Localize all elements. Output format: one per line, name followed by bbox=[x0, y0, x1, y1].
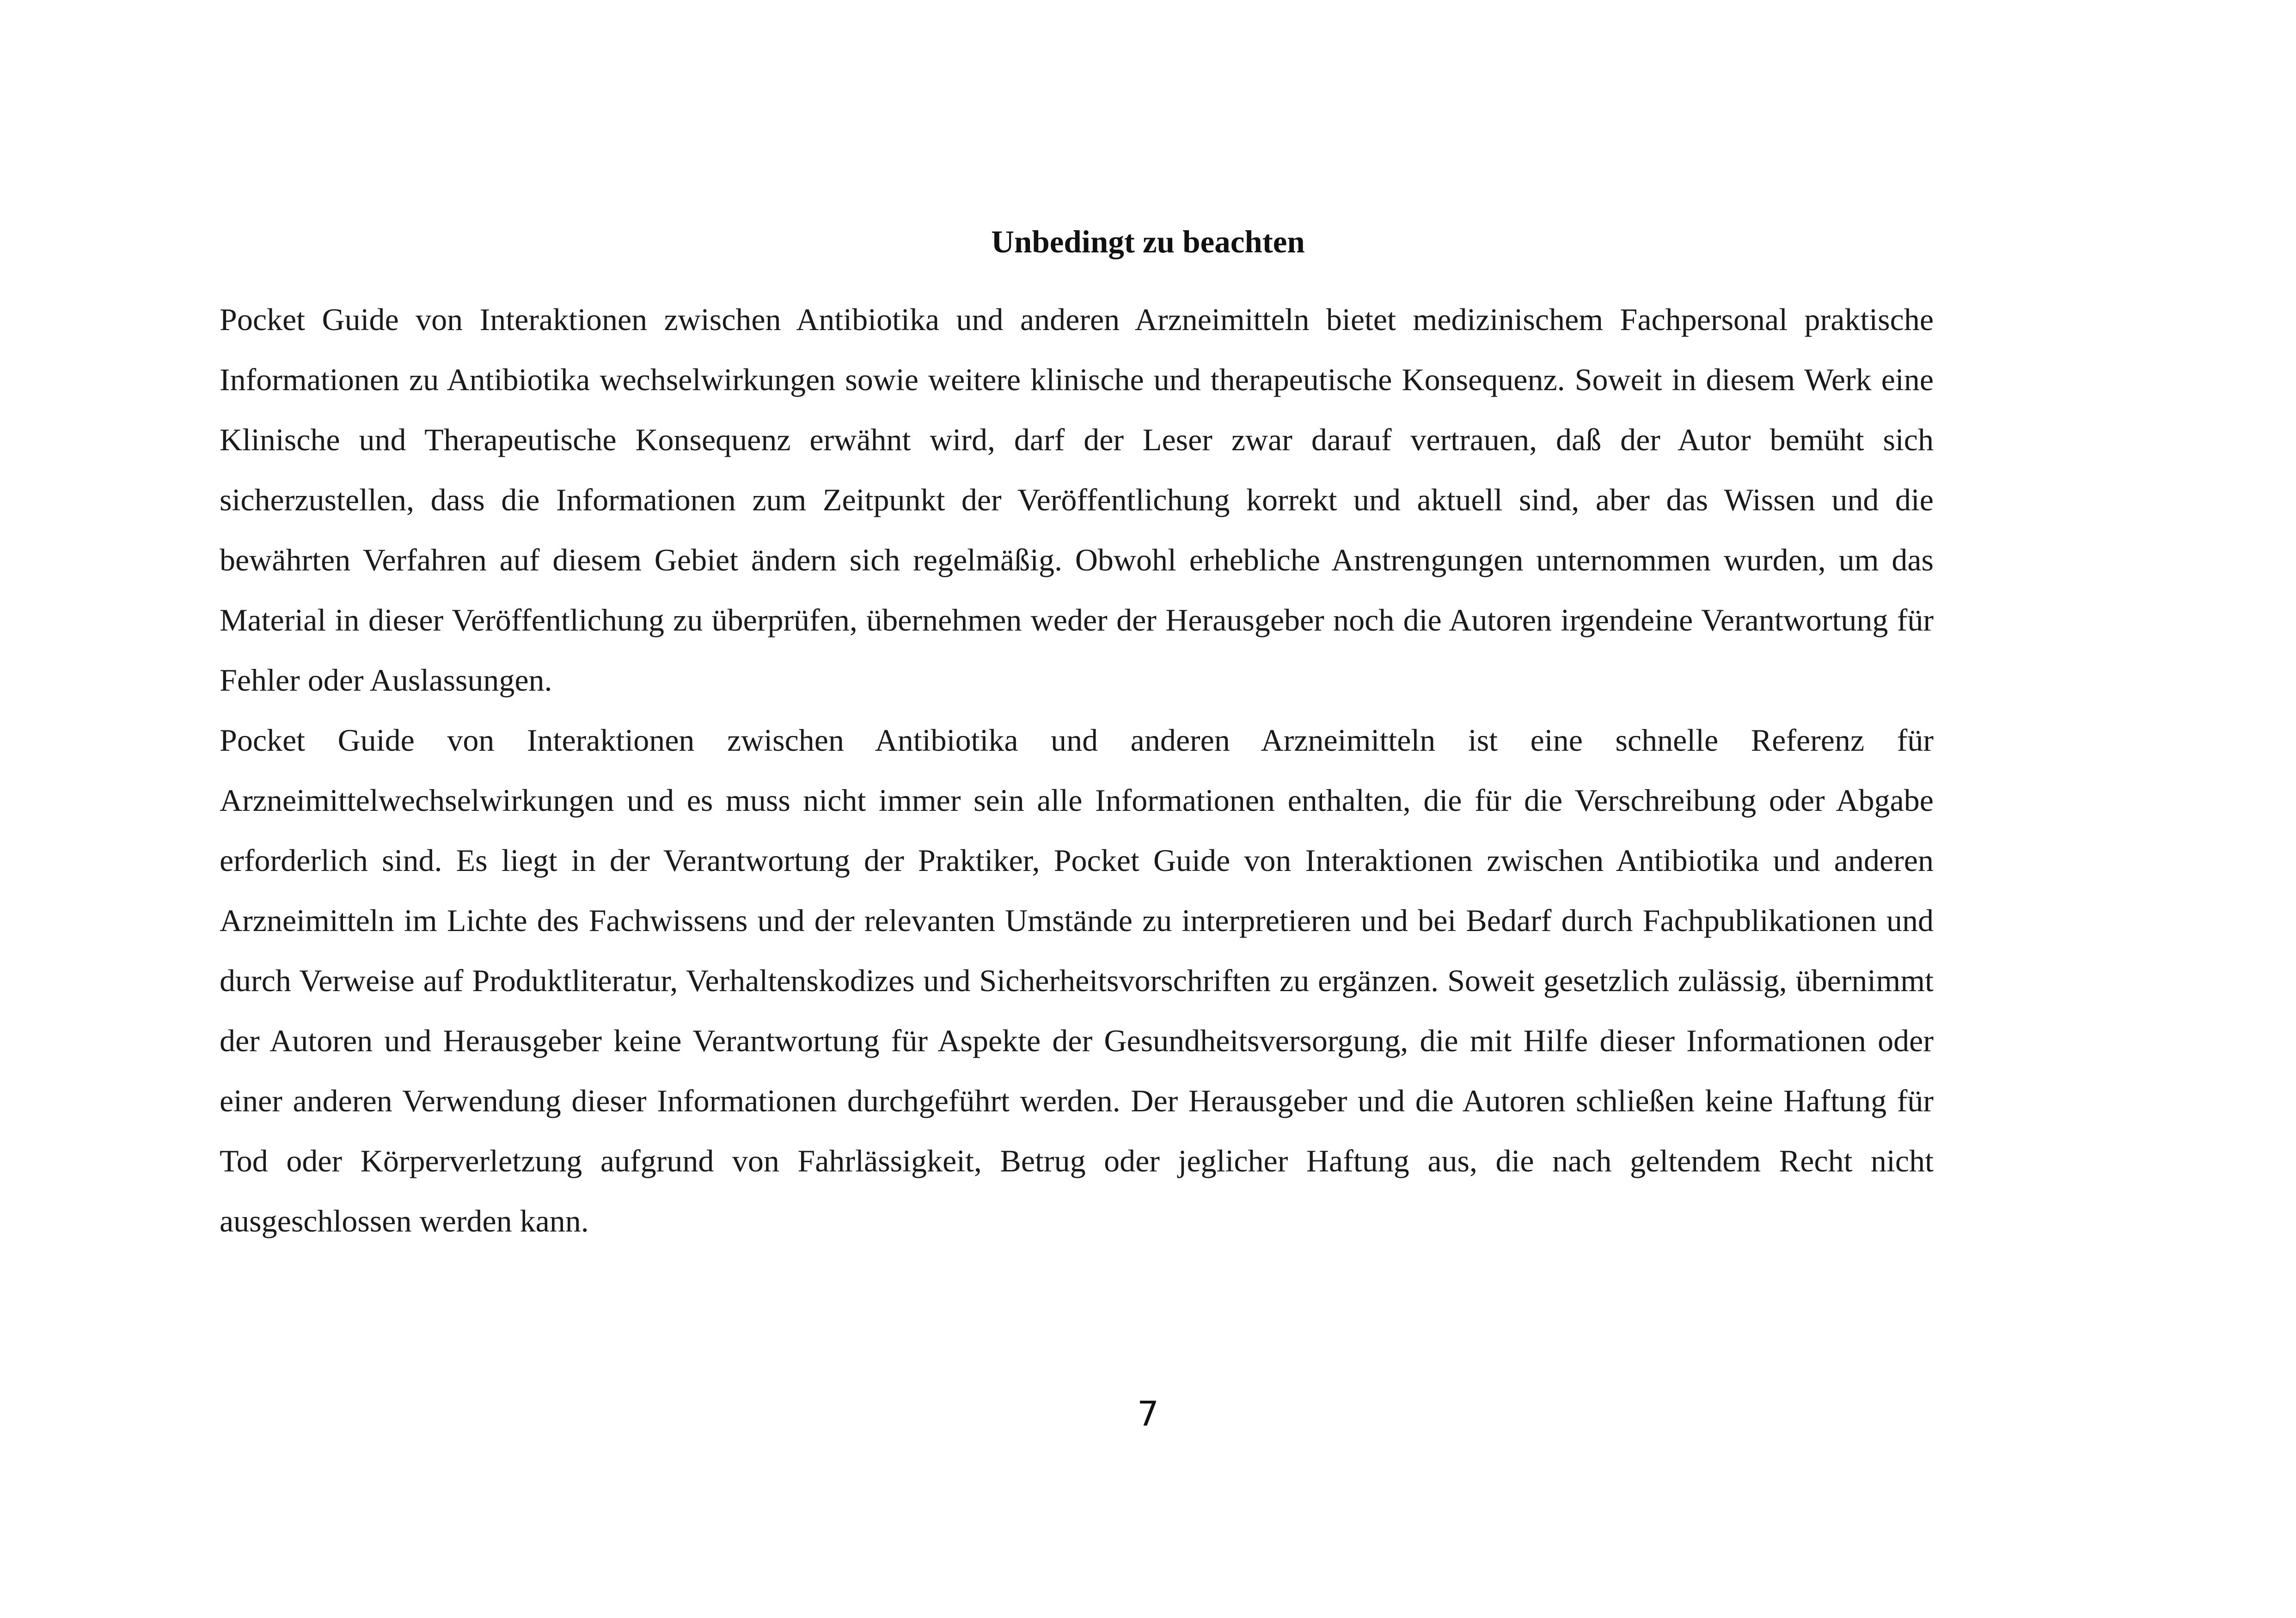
page-title: Unbedingt zu beachten bbox=[991, 224, 1305, 259]
paragraph-2: Pocket Guide von Interaktionen zwischen Antibiotika und anderen Arzneimitteln ist eine schnelle Referenz für Arzneimittelwechselwirkungen und es muss nicht immer sein alle Informationen enthalten, die für die Verschreibung oder Abgabe erforderlich sind. Es liegt in der Verantwortung der Praktiker, Pocket Guide von Interaktionen zwischen Antibiotika und anderen Arzneimitteln im Lichte des Fachwissens und der relevanten Umstände zu interpretieren und bei Bedarf durch Fachpublikationen und durch Verweise auf Produktliteratur, Verhaltenskodizes und Sicherheitsvorschriften zu ergänzen. Soweit gesetzlich zulässig, übernimmt der Autoren und Herausgeber keine Verantwortung für Aspekte der Gesundheitsversorgung, die mit Hilfe dieser Informationen oder einer anderen Verwendung dieser Informationen durchgeführt werden. Der Herausgeber und die Autoren schließen keine Haftung für Tod oder Körperverletzung aufgrund von Fahrlässigkeit, Betrug oder jeglicher Haftung aus, die nach geltendem Recht nicht ausgeschlossen werden kann. bbox=[220, 723, 1934, 1238]
body-text bbox=[220, 289, 1934, 1251]
paragraph-1: Pocket Guide von Interaktionen zwischen Antibiotika und anderen Arzneimitteln bietet medizinischem Fachpersonal praktische Informationen zu Antibiotika wechselwirkungen sowie weitere klinische und therapeutische Konsequenz. Soweit in diesem Werk eine Klinische und Therapeutische Konsequenz erwähnt wird, darf der Leser zwar darauf vertrauen, daß der Autor bemüht sich sicherzustellen, dass die Informationen zum Zeitpunkt der Veröffentlichung korrekt und aktuell sind, aber das Wissen und die bewährten Verfahren auf diesem Gebiet ändern sich regelmäßig. Obwohl erhebliche Anstrengungen unternommen wurden, um das Material in dieser Veröffentlichung zu überprüfen, übernehmen weder der Herausgeber noch die Autoren irgendeine Verantwortung für Fehler oder Auslassungen. bbox=[220, 302, 1934, 698]
page-number: 7 bbox=[1137, 1394, 1159, 1434]
